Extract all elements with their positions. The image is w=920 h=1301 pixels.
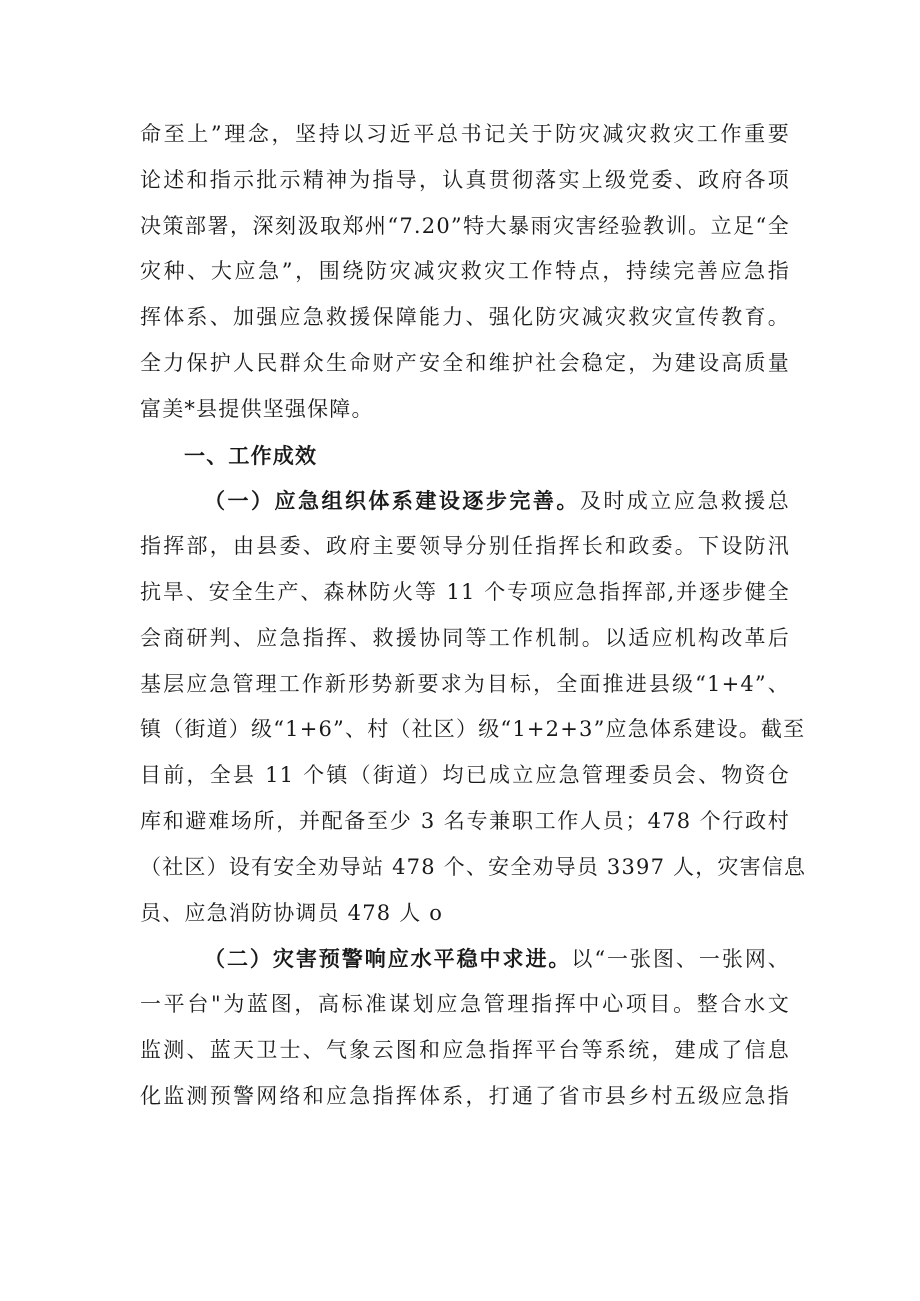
intro-line: 决策部署，深刻汲取郑州“7.20”特大暴雨灾害经验教训。立足“全 xyxy=(140,213,790,238)
intro-line: 灾种、大应急”，围绕防灾减灾救灾工作特点，持续完善应急指 xyxy=(140,259,790,284)
paragraph-line: 指挥部，由县委、政府主要领导分别任指挥长和政委。下设防汛 xyxy=(140,534,790,559)
paragraph-first-line xyxy=(140,478,790,524)
intro-line: 论述和指示批示精神为指导，认真贯彻落实上级党委、政府各项 xyxy=(140,167,790,192)
intro-line: 全力保护人民群众生命财产安全和维护社会稳定，为建设高质量 xyxy=(140,350,790,375)
paragraph-line: 会商研判、应急指挥、救援协同等工作机制。以适应机构改革后 xyxy=(140,625,790,650)
paragraph-line: （社区）设有安全劝导站 478 个、安全劝导员 3397 人，灾害信息 xyxy=(140,854,807,879)
paragraph-line: 监测、蓝天卫士、气象云图和应急指挥平台等系统，建成了信息 xyxy=(140,1037,790,1062)
paragraph-line: 库和避难场所，并配备至少 3 名专兼职工作人员；478 个行政村 xyxy=(140,808,790,833)
paragraph-line: 化监测预警网络和应急指挥体系，打通了省市县乡村五级应急指 xyxy=(140,1083,790,1108)
paragraph-first-line xyxy=(140,936,790,982)
intro-line: 命至上”理念，坚持以习近平总书记关于防灾减灾救灾工作重要 xyxy=(140,122,790,146)
paragraph-lead: （二）灾害预警响应水平稳中求进。 xyxy=(204,946,572,972)
paragraph-line: 基层应急管理工作新形势新要求为目标，全面推进县级“1+4”、 xyxy=(140,671,790,696)
paragraph-line: 目前，全县 11 个镇（街道）均已成立应急管理委员会、物资仓 xyxy=(140,763,790,788)
paragraph-line: 员、应急消防协调员 478 人 o xyxy=(140,900,444,925)
document-body xyxy=(140,112,807,1120)
paragraph-line: 抗旱、安全生产、森林防火等 11 个专项应急指挥部,并逐步健全 xyxy=(140,579,790,604)
paragraph-lead: （一）应急组织体系建设逐步完善。 xyxy=(204,488,580,514)
intro-line: 富美*县提供坚强保障。 xyxy=(140,396,374,421)
section-heading: 一、工作成效 xyxy=(184,442,318,468)
paragraph-line: 镇（街道）级“1+6”、村（社区）级“1+2+3”应急体系建设。截至 xyxy=(140,717,806,742)
intro-line: 挥体系、加强应急救援保障能力、强化防灾减灾救灾宣传教育。 xyxy=(140,305,790,330)
paragraph-text: 以“一张图、一张网、 xyxy=(571,947,790,972)
paragraph-line: 一平台"为蓝图，高标准谋划应急管理指挥中心项目。整合水文 xyxy=(140,992,790,1017)
paragraph-text: 及时成立应急救援总 xyxy=(579,489,790,514)
